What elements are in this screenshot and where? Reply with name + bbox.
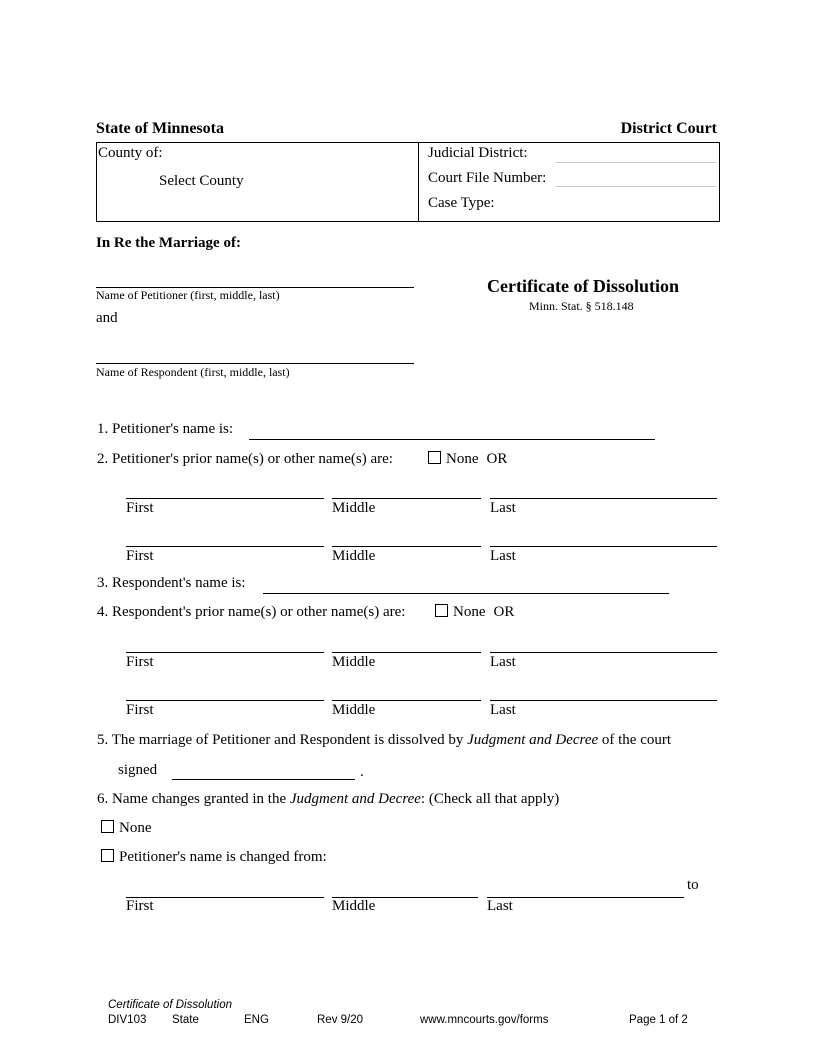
first-caption: First (126, 548, 154, 564)
court-heading: District Court (620, 120, 717, 137)
item-4-label: 4. Respondent's prior name(s) or other name(s) are: (97, 604, 406, 620)
state-heading: State of Minnesota (96, 120, 224, 137)
petitioner-prior-middle-1[interactable] (332, 498, 481, 499)
respondent-prior-middle-1[interactable] (332, 652, 481, 653)
signed-date-field[interactable] (172, 779, 355, 780)
petitioner-name-caption: Name of Petitioner (first, middle, last) (96, 288, 280, 302)
last-caption: Last (490, 702, 516, 718)
and-text: and (96, 310, 118, 326)
signed-period: . (360, 764, 364, 780)
name-change-none-option[interactable]: None (101, 820, 152, 837)
footer-state: State (172, 1014, 199, 1026)
checkbox-icon[interactable] (428, 451, 441, 464)
petitioner-name-changed-option[interactable]: Petitioner's name is changed from: (101, 849, 327, 866)
respondent-name-caption: Name of Respondent (first, middle, last) (96, 365, 290, 379)
first-caption: First (126, 898, 154, 914)
first-caption: First (126, 500, 154, 516)
respondent-prior-first-2[interactable] (126, 700, 324, 701)
marriage-heading: In Re the Marriage of: (96, 235, 241, 251)
petitioner-prior-first-2[interactable] (126, 546, 324, 547)
item-3-label: 3. Respondent's name is: (97, 575, 246, 591)
respondent-prior-first-1[interactable] (126, 652, 324, 653)
middle-caption: Middle (332, 898, 376, 914)
statute-reference: Minn. Stat. § 518.148 (529, 299, 634, 313)
first-caption: First (126, 654, 154, 670)
middle-caption: Middle (332, 500, 376, 516)
middle-caption: Middle (332, 702, 376, 718)
petitioner-prior-first-1[interactable] (126, 498, 324, 499)
county-select[interactable]: Select County (159, 173, 244, 189)
checkbox-icon[interactable] (435, 604, 448, 617)
middle-caption: Middle (332, 548, 376, 564)
footer-revision: Rev 9/20 (317, 1014, 364, 1026)
respondent-prior-middle-2[interactable] (332, 700, 481, 701)
middle-caption: Middle (332, 654, 376, 670)
respondent-name-line[interactable] (96, 363, 414, 364)
judicial-district-field[interactable] (556, 162, 716, 163)
respondent-prior-last-2[interactable] (490, 700, 717, 701)
court-file-number-field[interactable] (556, 186, 716, 187)
respondent-prior-last-1[interactable] (490, 652, 717, 653)
item-5-text: 5. The marriage of Petitioner and Respondent is dissolved by Judgment and Decree of the court (97, 732, 672, 748)
court-file-number-label: Court File Number: (428, 170, 547, 186)
checkbox-icon[interactable] (101, 820, 114, 833)
respondent-prior-none-option[interactable]: None OR (435, 604, 514, 621)
form-title: Certificate of Dissolution (487, 276, 679, 296)
petitioner-prior-none-option[interactable]: None OR (428, 451, 507, 468)
footer-page-number: Page 1 of 2 (629, 1014, 688, 1026)
petitioner-prior-middle-2[interactable] (332, 546, 481, 547)
judicial-district-label: Judicial District: (428, 145, 528, 161)
footer-title: Certificate of Dissolution (108, 999, 232, 1011)
to-label: to (687, 877, 699, 893)
case-type-label: Case Type: (428, 195, 495, 211)
item-6-text: 6. Name changes granted in the Judgment and Decree: (Check all that apply) (97, 791, 560, 807)
last-caption: Last (490, 654, 516, 670)
petitioner-prior-last-2[interactable] (490, 546, 717, 547)
item-2-label: 2. Petitioner's prior name(s) or other name(s) are: (97, 451, 393, 467)
checkbox-icon[interactable] (101, 849, 114, 862)
footer-language: ENG (244, 1014, 269, 1026)
respondent-name-field[interactable] (263, 593, 669, 594)
petitioner-prior-last-1[interactable] (490, 498, 717, 499)
item-1-label: 1. Petitioner's name is: (97, 421, 234, 437)
last-caption: Last (490, 500, 516, 516)
footer-form-id: DIV103 (108, 1014, 147, 1026)
petitioner-name-field[interactable] (249, 439, 655, 440)
changed-from-first[interactable] (126, 897, 324, 898)
county-label: County of: (98, 145, 163, 161)
first-caption: First (126, 702, 154, 718)
footer-url[interactable]: www.mncourts.gov/forms (420, 1014, 549, 1026)
last-caption: Last (487, 898, 513, 914)
last-caption: Last (490, 548, 516, 564)
signed-label: signed (118, 762, 158, 778)
changed-from-last[interactable] (487, 897, 684, 898)
